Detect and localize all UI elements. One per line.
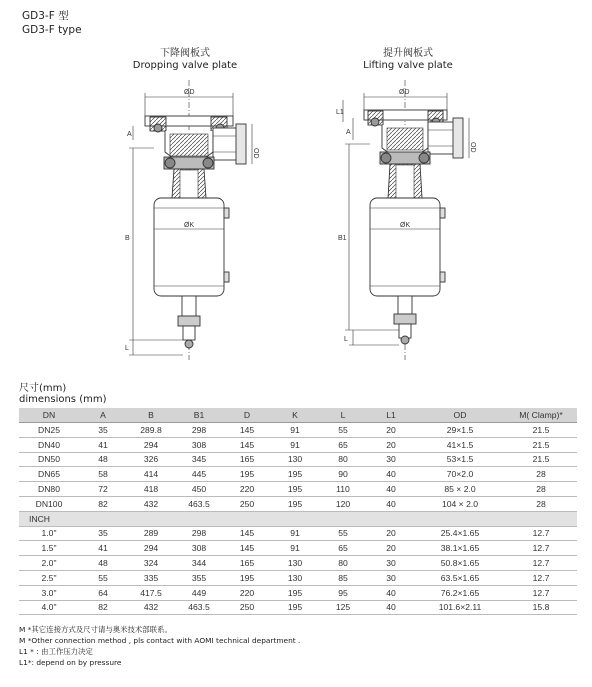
- table-cell: 120: [319, 496, 367, 511]
- table-cell: 40: [367, 600, 415, 615]
- table-cell: 414: [127, 467, 175, 482]
- table-cell: 294: [127, 541, 175, 556]
- table-header-row: [19, 408, 577, 423]
- table-row: [19, 600, 577, 615]
- table-cell: 294: [127, 437, 175, 452]
- table-cell: 85 × 2.0: [415, 482, 505, 497]
- table-cell: 324: [127, 556, 175, 571]
- table-cell: 76.2×1.65: [415, 585, 505, 600]
- table-cell: 40: [367, 467, 415, 482]
- table-cell: 28: [505, 482, 577, 497]
- table-cell: 55: [319, 526, 367, 541]
- table-cell: 30: [367, 556, 415, 571]
- table-row: [19, 467, 577, 482]
- table-cell: 101.6×2.11: [415, 600, 505, 615]
- table-cell: 12.7: [505, 541, 577, 556]
- table-cell: 41×1.5: [415, 437, 505, 452]
- left-k-label: ØK: [184, 222, 195, 229]
- inch-section-row: [19, 511, 577, 526]
- note-cn-pressure: L1 * : 由工作压力决定: [19, 647, 93, 656]
- table-cell: 308: [175, 437, 223, 452]
- table-cell: 130: [271, 570, 319, 585]
- table-cell: 80: [319, 452, 367, 467]
- table-cell: 289.8: [127, 423, 175, 438]
- table-row: [19, 570, 577, 585]
- table-cell: 50.8×1.65: [415, 556, 505, 571]
- left-title-cn: 下降阀板式: [160, 48, 210, 59]
- table-cell: 195: [271, 496, 319, 511]
- table-cell: 195: [271, 600, 319, 615]
- table-cell: 2.5": [19, 570, 79, 585]
- right-valve-drawing: [343, 80, 469, 360]
- table-cell: 30: [367, 570, 415, 585]
- table-cell: 40: [367, 585, 415, 600]
- table-row: [19, 482, 577, 497]
- table-cell: 21.5: [505, 452, 577, 467]
- left-title-en: Dropping valve plate: [132, 60, 238, 71]
- table-cell: 432: [127, 496, 175, 511]
- table-cell: 335: [127, 570, 175, 585]
- model-title-cn: GD3-F 型: [22, 10, 69, 22]
- table-cell: 20: [367, 541, 415, 556]
- table-cell: 110: [319, 482, 367, 497]
- note-en-pressure: L1*: depend on by pressure: [19, 658, 122, 667]
- col-header: A: [79, 408, 127, 423]
- right-title-cn: 提升阀板式: [383, 48, 433, 59]
- table-cell: 58: [79, 467, 127, 482]
- table-cell: 195: [271, 585, 319, 600]
- table-cell: DN65: [19, 467, 79, 482]
- table-row: [19, 437, 577, 452]
- table-cell: 91: [271, 541, 319, 556]
- inch-label: INCH: [19, 511, 577, 526]
- table-cell: 41: [79, 541, 127, 556]
- table-row: [19, 526, 577, 541]
- col-header: K: [271, 408, 319, 423]
- col-header: D: [223, 408, 271, 423]
- table-cell: 344: [175, 556, 223, 571]
- table-cell: 220: [223, 482, 271, 497]
- table-cell: 2.0": [19, 556, 79, 571]
- table-cell: 40: [367, 496, 415, 511]
- table-cell: 15.8: [505, 600, 577, 615]
- table-cell: 91: [271, 526, 319, 541]
- table-cell: 195: [223, 570, 271, 585]
- table-cell: 165: [223, 556, 271, 571]
- note-cn-connection: M *其它连接方式及尺寸请与奥米技术部联系。: [19, 625, 172, 634]
- table-cell: 41: [79, 437, 127, 452]
- table-cell: 72: [79, 482, 127, 497]
- dimensions-title-cn: 尺寸(mm): [19, 383, 67, 394]
- table-cell: 220: [223, 585, 271, 600]
- table-cell: 85: [319, 570, 367, 585]
- right-a-label: A: [346, 129, 351, 136]
- table-cell: 21.5: [505, 423, 577, 438]
- table-cell: 20: [367, 423, 415, 438]
- table-row: [19, 496, 577, 511]
- table-cell: 445: [175, 467, 223, 482]
- model-title-en: GD3-F type: [22, 24, 82, 36]
- table-cell: 48: [79, 452, 127, 467]
- table-cell: 326: [127, 452, 175, 467]
- table-cell: 450: [175, 482, 223, 497]
- table-cell: 64: [79, 585, 127, 600]
- table-cell: DN50: [19, 452, 79, 467]
- table-cell: 12.7: [505, 570, 577, 585]
- table-cell: 70×2.0: [415, 467, 505, 482]
- table-cell: 130: [271, 452, 319, 467]
- table-cell: 250: [223, 600, 271, 615]
- table-cell: DN100: [19, 496, 79, 511]
- table-cell: 82: [79, 496, 127, 511]
- right-b1-label: B1: [338, 235, 347, 242]
- table-cell: 298: [175, 526, 223, 541]
- table-cell: 195: [223, 467, 271, 482]
- table-cell: 55: [79, 570, 127, 585]
- table-cell: DN25: [19, 423, 79, 438]
- table-cell: 1.5": [19, 541, 79, 556]
- table-cell: 40: [367, 482, 415, 497]
- table-cell: 35: [79, 423, 127, 438]
- table-cell: 308: [175, 541, 223, 556]
- table-cell: 38.1×1.65: [415, 541, 505, 556]
- table-cell: 12.7: [505, 585, 577, 600]
- table-cell: 125: [319, 600, 367, 615]
- table-cell: 90: [319, 467, 367, 482]
- table-cell: 12.7: [505, 526, 577, 541]
- table-cell: 298: [175, 423, 223, 438]
- col-header: DN: [19, 408, 79, 423]
- table-cell: 53×1.5: [415, 452, 505, 467]
- table-row: [19, 585, 577, 600]
- table-cell: 165: [223, 452, 271, 467]
- table-cell: 30: [367, 452, 415, 467]
- table-cell: 20: [367, 526, 415, 541]
- table-cell: 463.5: [175, 496, 223, 511]
- right-k-label: ØK: [400, 222, 411, 229]
- table-cell: 29×1.5: [415, 423, 505, 438]
- table-cell: 145: [223, 541, 271, 556]
- table-cell: 35: [79, 526, 127, 541]
- right-od-label: ØD: [399, 89, 410, 96]
- table-cell: 104 × 2.0: [415, 496, 505, 511]
- table-row: [19, 541, 577, 556]
- table-cell: 432: [127, 600, 175, 615]
- table-cell: 48: [79, 556, 127, 571]
- table-cell: 195: [271, 482, 319, 497]
- right-title-en: Lifting valve plate: [363, 60, 453, 71]
- right-odside-label: OD: [469, 142, 476, 153]
- table-cell: DN40: [19, 437, 79, 452]
- inch-section: [19, 511, 577, 526]
- right-l1-label: L1: [336, 109, 344, 116]
- table-cell: 91: [271, 437, 319, 452]
- table-cell: 195: [271, 467, 319, 482]
- table-cell: 4.0": [19, 600, 79, 615]
- table-cell: 3.0": [19, 585, 79, 600]
- table-cell: 289: [127, 526, 175, 541]
- table-cell: DN80: [19, 482, 79, 497]
- col-header: OD: [415, 408, 505, 423]
- table-cell: 145: [223, 526, 271, 541]
- table-cell: 1.0": [19, 526, 79, 541]
- left-b-label: B: [125, 235, 130, 242]
- table-cell: 145: [223, 423, 271, 438]
- table-cell: 250: [223, 496, 271, 511]
- table-cell: 91: [271, 423, 319, 438]
- left-valve-drawing: [129, 80, 252, 360]
- table-cell: 55: [319, 423, 367, 438]
- left-a-label: A: [127, 131, 132, 138]
- table-cell: 65: [319, 541, 367, 556]
- dn-rows: [19, 423, 577, 512]
- table-row: [19, 556, 577, 571]
- table-cell: 25.4×1.65: [415, 526, 505, 541]
- dimensions-title-en: dimensions (mm): [19, 394, 107, 405]
- left-odside-label: OD: [252, 148, 259, 159]
- right-l-label: L: [344, 336, 348, 343]
- col-header: L1: [367, 408, 415, 423]
- table-cell: 20: [367, 437, 415, 452]
- note-en-connection: M *Other connection method , pls contact with AOMI technical department .: [19, 636, 301, 645]
- table-cell: 63.5×1.65: [415, 570, 505, 585]
- left-l-label: L: [125, 345, 129, 352]
- col-header: B: [127, 408, 175, 423]
- table-row: [19, 452, 577, 467]
- table-cell: 65: [319, 437, 367, 452]
- footnotes: [19, 624, 300, 668]
- dimensions-table: [19, 408, 577, 615]
- table-cell: 12.7: [505, 556, 577, 571]
- table-cell: 145: [223, 437, 271, 452]
- table-cell: 463.5: [175, 600, 223, 615]
- table-cell: 95: [319, 585, 367, 600]
- table-cell: 417.5: [127, 585, 175, 600]
- left-od-label: ØD: [184, 89, 195, 96]
- col-header: M( Clamp)*: [505, 408, 577, 423]
- table-cell: 345: [175, 452, 223, 467]
- table-cell: 82: [79, 600, 127, 615]
- inch-rows: [19, 526, 577, 615]
- table-cell: 28: [505, 467, 577, 482]
- col-header: L: [319, 408, 367, 423]
- table-cell: 21.5: [505, 437, 577, 452]
- table-cell: 418: [127, 482, 175, 497]
- table-row: [19, 423, 577, 438]
- col-header: B1: [175, 408, 223, 423]
- table-cell: 130: [271, 556, 319, 571]
- table-cell: 80: [319, 556, 367, 571]
- table-cell: 449: [175, 585, 223, 600]
- table-cell: 28: [505, 496, 577, 511]
- table-cell: 355: [175, 570, 223, 585]
